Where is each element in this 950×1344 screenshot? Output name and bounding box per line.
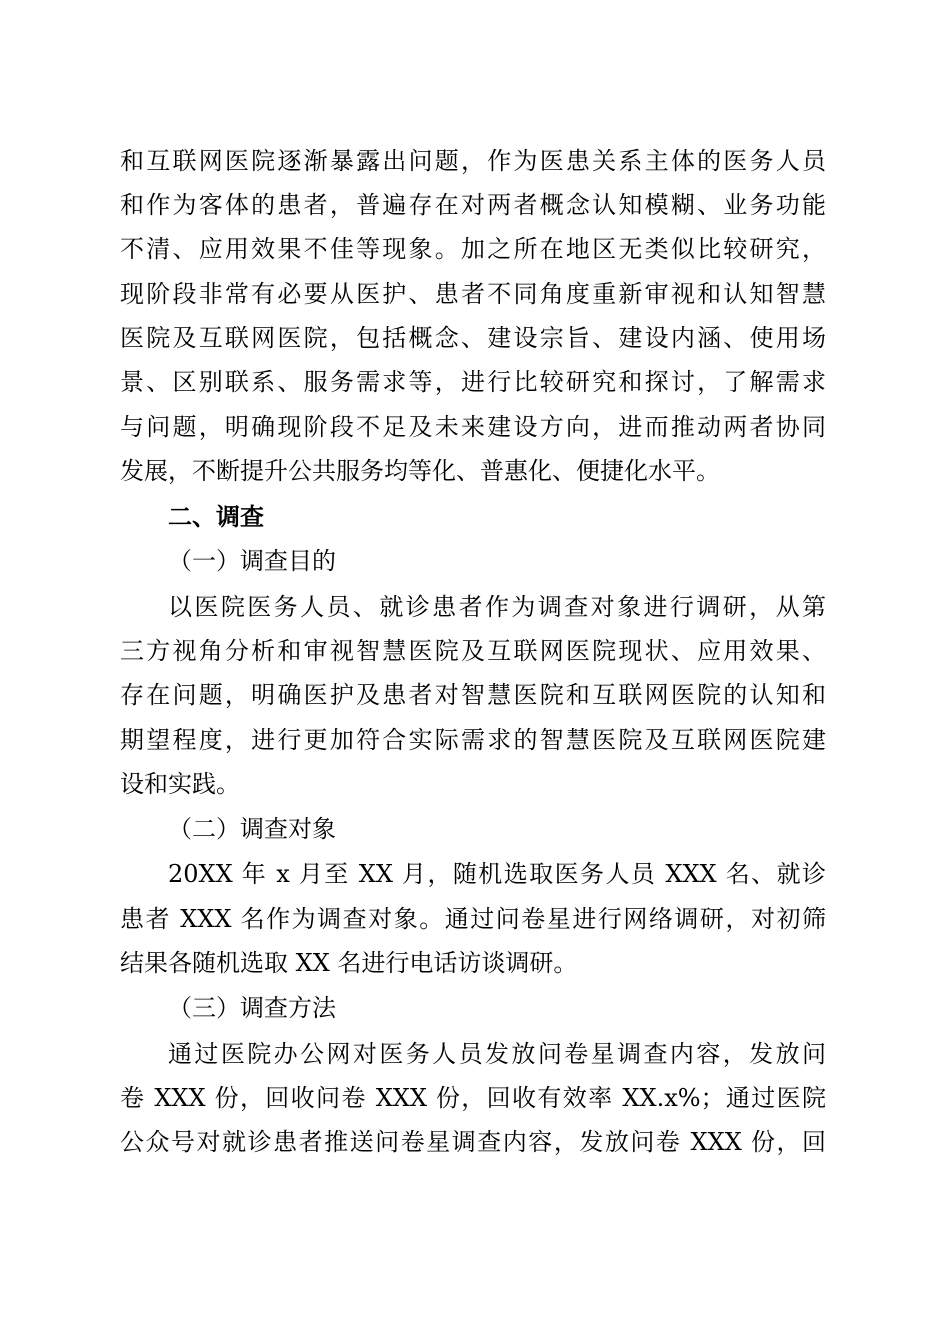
subsection-heading: （一）调查目的 bbox=[168, 547, 336, 575]
paragraph-line: 卷 XXX 份，回收问卷 XXX 份，回收有效率 XX.x%；通过医院 bbox=[120, 1084, 826, 1112]
paragraph-line: 通过医院办公网对医务人员发放问卷星调查内容，发放问 bbox=[168, 1040, 826, 1068]
paragraph-line: 公众号对就诊患者推送问卷星调查内容，发放问卷 XXX 份，回 bbox=[120, 1128, 826, 1156]
paragraph-line: 不清、应用效果不佳等现象。加之所在地区无类似比较研究， bbox=[120, 235, 826, 263]
subsection-heading: （三）调查方法 bbox=[168, 994, 336, 1022]
paragraph-line: 设和实践。 bbox=[120, 770, 240, 798]
paragraph-line: 发展，不断提升公共服务均等化、普惠化、便捷化水平。 bbox=[120, 457, 720, 485]
subsection-heading: （二）调查对象 bbox=[168, 815, 336, 843]
paragraph-line: 以医院医务人员、就诊患者作为调查对象进行调研，从第 bbox=[168, 593, 826, 621]
paragraph-line: 20XX 年 x 月至 XX 月，随机选取医务人员 XXX 名、就诊 bbox=[168, 860, 826, 888]
section-heading: 二、调查 bbox=[168, 502, 264, 531]
paragraph-line: 三方视角分析和审视智慧医院及互联网医院现状、应用效果、 bbox=[120, 637, 826, 665]
paragraph-line: 现阶段非常有必要从医护、患者不同角度重新审视和认知智慧 bbox=[120, 280, 826, 308]
paragraph-line: 与问题，明确现阶段不足及未来建设方向，进而推动两者协同 bbox=[120, 413, 826, 441]
paragraph-line: 和互联网医院逐渐暴露出问题，作为医患关系主体的医务人员 bbox=[120, 147, 826, 175]
paragraph-line: 医院及互联网医院，包括概念、建设宗旨、建设内涵、使用场 bbox=[120, 324, 826, 352]
paragraph-line: 期望程度，进行更加符合实际需求的智慧医院及互联网医院建 bbox=[120, 726, 826, 754]
paragraph-line: 和作为客体的患者，普遍存在对两者概念认知模糊、业务功能 bbox=[120, 191, 826, 219]
paragraph-line: 景、区别联系、服务需求等，进行比较研究和探讨，了解需求 bbox=[120, 368, 826, 396]
paragraph-line: 患者 XXX 名作为调查对象。通过问卷星进行网络调研，对初筛 bbox=[120, 905, 826, 933]
paragraph-line: 存在问题，明确医护及患者对智慧医院和互联网医院的认知和 bbox=[120, 681, 826, 709]
paragraph-line: 结果各随机选取 XX 名进行电话访谈调研。 bbox=[120, 949, 578, 977]
